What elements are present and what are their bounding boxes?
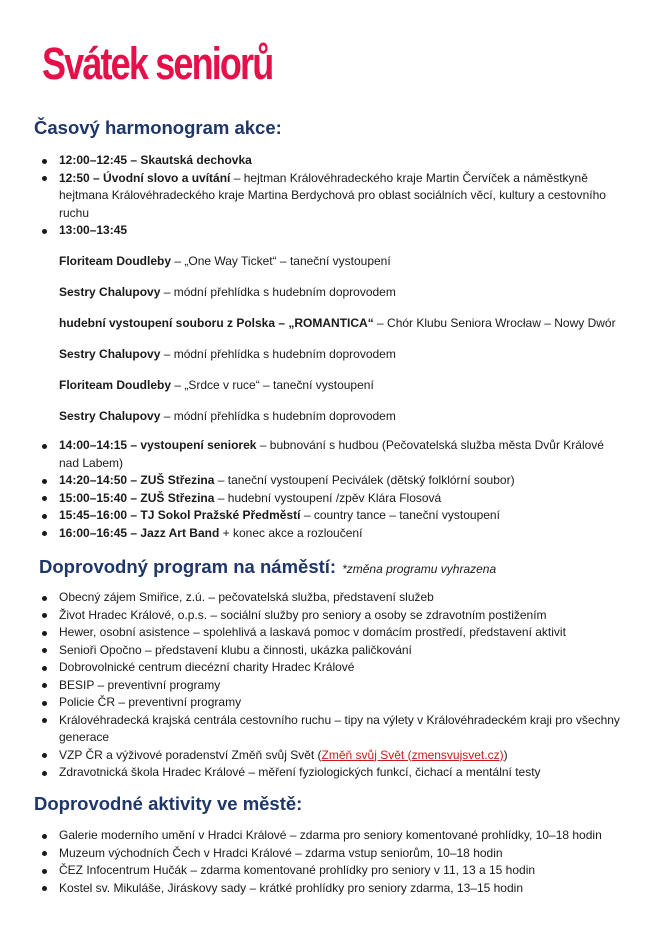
schedule-item [59, 170, 624, 223]
schedule-item-title: 14:20–14:50 – ZUŠ Střezina [59, 473, 215, 487]
schedule-item [59, 437, 624, 472]
schedule-list-afternoon [59, 437, 624, 542]
schedule-subprogram [59, 253, 624, 426]
subprogram-item [59, 284, 624, 302]
list-item: Obecný zájem Smiřice, z.ú. – pečovatelská služba, představení služeb [59, 589, 629, 607]
schedule-item-title: 15:00–15:40 – ZUŠ Střezina [59, 490, 215, 505]
subprogram-performer: Sestry Chalupovy [59, 346, 161, 361]
list-item: Policie ČR – preventivní programy [59, 694, 629, 712]
subprogram-desc: – „One Way Ticket“ – taneční vystoupení [171, 253, 391, 268]
list-item: Galerie moderního umění v Hradci Králové – zdarma pro seniory komentované prohlídky, 10–18 hodin [59, 827, 629, 845]
subprogram-desc: – módní přehlídka s hudebním doprovodem [160, 408, 396, 423]
schedule-item-desc: – taneční vystoupení Peciválek (dětský folklórní soubor) [214, 473, 515, 487]
list-item: Dobrovolnické centrum diecézní charity Hradec Králové [59, 659, 629, 677]
list-item: Královéhradecká krajská centrála cestovního ruchu – tipy na výlety v Královéhradeckém kraji pro všechny generace [59, 712, 629, 747]
subprogram-performer: hudební vystoupení souboru z Polska – „ROMANTICA“ [59, 315, 374, 330]
schedule-item-desc: – bubnování s hudbou (Pečovatelská služba města Dvůr Králové nad Labem) [59, 438, 604, 470]
list-item: Kostel sv. Mikuláše, Jiráskovy sady – krátké prohlídky pro seniory zdarma, 13–15 hodin [59, 880, 629, 898]
schedule-item [59, 525, 624, 543]
schedule-item-title: 15:45–16:00 – TJ Sokol Pražské Předměstí [59, 508, 301, 522]
schedule-item-title: 12:00–12:45 – Skautská dechovka [59, 153, 252, 167]
schedule-item-desc: – country tance – taneční vystoupení [300, 508, 500, 522]
list-item: Senioři Opočno – představení klubu a činnosti, ukázka paličkování [59, 642, 629, 660]
event-logo: Svátek seniorů [42, 38, 273, 89]
list-item: Hewer, osobní asistence – spolehlivá a laskavá pomoc v domácím prostředí, představení aktivit [59, 624, 629, 642]
list-item: BESIP – preventivní programy [59, 677, 629, 695]
vzp-item-close: ) [503, 747, 508, 762]
subprogram-item [59, 346, 624, 364]
list-item: ČEZ Infocentrum Hučák – zdarma komentované prohlídky pro seniory v 11, 13 a 15 hodin [59, 862, 629, 880]
subprogram-performer: Sestry Chalupovy [59, 284, 161, 299]
city-activities-heading: Doprovodné aktivity ve městě: [34, 793, 303, 814]
subprogram-desc: – módní přehlídka s hudebním doprovodem [160, 284, 396, 299]
zmen-svuj-svet-link[interactable]: Změň svůj Svět (zmensvujsvet.cz) [321, 747, 504, 762]
square-program-list [59, 589, 629, 782]
list-item: Muzeum východních Čech v Hradci Králové – zdarma vstup seniorům, 10–18 hodin [59, 845, 629, 863]
schedule-item-desc: + konec akce a rozloučení [219, 525, 363, 540]
schedule-item [59, 490, 624, 508]
schedule-item-title: 12:50 – Úvodní slovo a uvítání [59, 170, 231, 185]
vzp-item-text: VZP ČR a výživové poradenství Změň svůj Svět ( [59, 747, 322, 762]
subprogram-performer: Floriteam Doudleby [59, 377, 172, 392]
schedule-item [59, 152, 624, 170]
schedule-list [59, 152, 624, 425]
subprogram-item [59, 315, 624, 333]
schedule-item-desc: – hejtman Královéhradeckého kraje Martin Červíček a náměstkyně hejtmana Královéhradeckého kraje Martina Berdychová pro oblast sociálních věcí, kultury a cestovního ruchu [59, 170, 606, 220]
schedule-heading: Časový harmonogram akce: [34, 117, 282, 138]
program-change-note: *změna programu vyhrazena [342, 562, 497, 576]
subprogram-item [59, 408, 624, 426]
schedule-item-desc: – hudební vystoupení /zpěv Klára Flosová [214, 490, 442, 505]
city-activities-list [59, 827, 629, 897]
subprogram-performer: Floriteam Doudleby [59, 253, 172, 268]
subprogram-desc: – Chór Klubu Seniora Wrocław – Nowy Dwór [373, 315, 616, 330]
schedule-item-title: 16:00–16:45 – Jazz Art Band [59, 525, 220, 540]
subprogram-desc: – „Srdce v ruce“ – taneční vystoupení [171, 377, 374, 392]
schedule-item [59, 507, 624, 525]
schedule-item [59, 222, 624, 425]
subprogram-performer: Sestry Chalupovy [59, 408, 161, 423]
subprogram-item [59, 377, 624, 395]
list-item [59, 747, 629, 765]
list-item: Zdravotnická škola Hradec Králové – měření fyziologických funkcí, čichací a mentální testy [59, 764, 629, 782]
schedule-item-title: 13:00–13:45 [59, 223, 128, 237]
subprogram-desc: – módní přehlídka s hudebním doprovodem [160, 346, 396, 361]
square-program-title: Doprovodný program na náměstí: [39, 556, 337, 577]
square-program-heading [39, 556, 496, 578]
schedule-item [59, 472, 624, 490]
schedule-item-title: 14:00–14:15 – vystoupení seniorek [59, 438, 257, 452]
subprogram-item [59, 253, 624, 271]
list-item: Život Hradec Králové, o.p.s. – sociální služby pro seniory a osoby se zdravotním postižením [59, 607, 629, 625]
